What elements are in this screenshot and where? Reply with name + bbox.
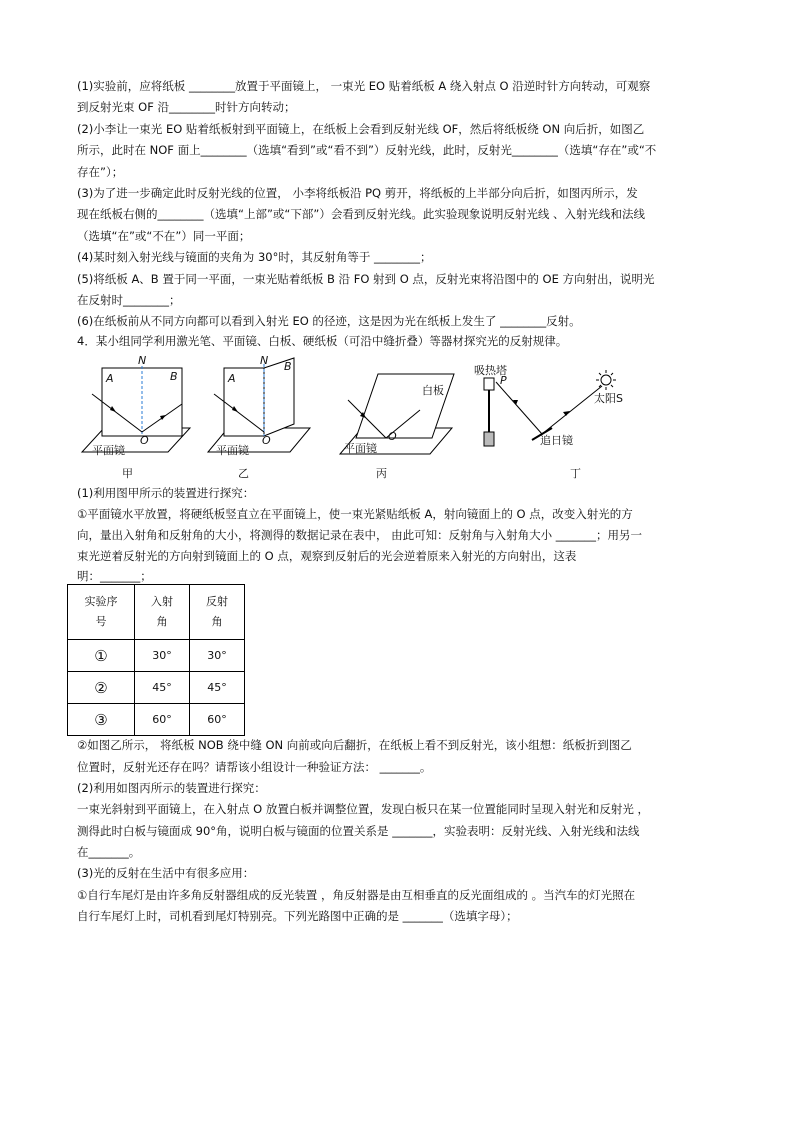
board-label: 白板 (422, 384, 444, 397)
text-line: ①自行车尾灯是由许多角反射器组成的反光装置 ，角反射器是由互相垂直的反光面组成的 。当汽车的灯光照在 (77, 888, 636, 902)
sun-ray (542, 386, 602, 434)
figure-ding (470, 360, 640, 460)
table-cell: ③ (68, 704, 135, 736)
table-row (68, 640, 245, 672)
header-text: 实验序 (84, 595, 118, 608)
tower-base (484, 432, 494, 446)
tower-label: 吸热塔 (474, 364, 507, 377)
text-line: (3)光的反射在生活中有很多应用： (77, 866, 255, 880)
text-line: (2)小李让一束光 EO 贴着纸板射到平面镜上，在纸板上会看到反射光线 OF，然后将纸板绕 ON 向后折，如图乙 (77, 122, 645, 136)
header-text: 入射 (151, 595, 173, 608)
label-o: O (262, 434, 271, 447)
heliostat-label: 追日镜 (540, 434, 573, 447)
table-cell: ① (68, 640, 135, 672)
table-cell: 45° (135, 672, 190, 704)
text-line: 自行车尾灯上时，司机看到尾灯特别亮。下列光路图中正确的是 _______（选填字母）； (77, 909, 518, 923)
label-a: A (228, 372, 236, 385)
table-cell: 60° (190, 704, 245, 736)
header-text: 号 (95, 615, 107, 628)
mirror-label: 平面镜 (344, 442, 377, 455)
tower-head (484, 378, 494, 390)
question-4-stem: 4．某小组同学利用激光笔、平面镜、白板、硬纸板（可沿中缝折叠）等器材探究光的反射规律。 (77, 334, 568, 348)
table-cell: 60° (135, 704, 190, 736)
text-line: （选填“在”或“不在”）同一平面； (77, 229, 251, 243)
label-p: P (500, 374, 507, 387)
header-text: 角 (211, 615, 223, 628)
text-line: (2)利用如图丙所示的装置进行探究： (77, 781, 266, 795)
figure-yi (206, 356, 316, 460)
figure-bing (336, 366, 458, 460)
figure-jia (78, 356, 198, 460)
text-line: 一束光斜射到平面镜上，在入射点 O 放置白板并调整位置，发现白板只在某一位置能同时呈现入射光和反射光 ， (77, 802, 650, 816)
column-header (135, 585, 190, 640)
text-line: (4)某时刻入射光线与镜面的夹角为 30°时，其反射角等于 ________； (77, 250, 432, 264)
label-b: B (284, 360, 292, 373)
experiment-table (67, 584, 245, 736)
text-line: 束光逆着反射光的方向射到镜面上的 O 点，观察到反射后的光会逆着原来入射光的方向射出，这表 (77, 549, 577, 563)
text-line: (1)实验前，应将纸板 ________放置于平面镜上， 一束光 EO 贴着纸板 A 绕入射点 O 沿逆时针方向转动，可观察 (77, 79, 651, 93)
text-line: (5)将纸板 A、B 置于同一平面，一束光贴着纸板 B 沿 FO 射到 O 点，反射光束将沿图中的 OE 方向射出，说明光 (77, 272, 655, 286)
text-line: 明：_______； (77, 569, 152, 583)
header-text: 反射 (206, 595, 228, 608)
mirror-label: 平面镜 (216, 444, 249, 457)
table-cell: 30° (190, 640, 245, 672)
text-line: 到反射光束 OF 沿________时针方向转动； (77, 100, 296, 114)
label-n: N (260, 354, 269, 367)
text-line: 在反射时________； (77, 293, 181, 307)
text-line: (1)利用图甲所示的装置进行探究： (77, 486, 255, 500)
text-line: (3)为了进一步确定此时反射光线的位置， 小李将纸板沿 PQ 剪开，将纸板的上半部分向后折，如图丙所示，发 (77, 186, 638, 200)
table-header-row (68, 585, 245, 640)
text-line: ①平面镜水平放置，将硬纸板竖直立在平面镜上，使一束光紧贴纸板 A，射向镜面上的 O 点，改变入射光的方 (77, 507, 633, 521)
text-line: 测得此时白板与镜面成 90°角，说明白板与镜面的位置关系是 _______，实验表明：反射光线、入射光线和法线 (77, 824, 640, 838)
figure-caption: 丙 (376, 467, 387, 480)
label-n: N (138, 354, 147, 367)
table-cell: 45° (190, 672, 245, 704)
label-o: O (388, 430, 397, 443)
arrow-head (563, 411, 570, 416)
figure-caption: 丁 (570, 467, 581, 480)
header-text: 角 (156, 615, 168, 628)
text-line: ②如图乙所示， 将纸板 NOB 绕中缝 ON 向前或向后翻折，在纸板上看不到反射光，该小组想：纸板折到图乙 (77, 738, 632, 752)
reflected-ray (496, 382, 542, 434)
table-cell: 30° (135, 640, 190, 672)
table-cell: ② (68, 672, 135, 704)
label-a: A (106, 372, 114, 385)
text-line: 向，量出入射角和反射角的大小，将测得的数据记录在表中， 由此可知：反射角与入射角大小 _______；用另一 (77, 528, 643, 542)
label-b: B (170, 370, 178, 383)
text-line: 在_______。 (77, 845, 141, 859)
text-line: (6)在纸板前从不同方向都可以看到入射光 EO 的径迹，这是因为光在纸板上发生了 ________反射。 (77, 314, 581, 328)
figure-caption: 甲 (122, 467, 133, 480)
sun-label: 太阳S (594, 392, 623, 405)
figure-caption: 乙 (238, 467, 249, 480)
text-line: 存在”）； (77, 165, 124, 179)
table-row (68, 704, 245, 736)
text-line: 现在纸板右侧的________（选填“上部”或“下部”）会看到反射光线。此实验现象说明反射光线 、入射光线和法线 (77, 207, 645, 221)
column-header (68, 585, 135, 640)
column-header (190, 585, 245, 640)
label-o: O (140, 434, 149, 447)
text-line: 所示，此时在 NOF 面上________（选填“看到”或“看不到”）反射光线，此时，反射光________（选填“存在”或“不 (77, 143, 657, 157)
text-line: 位置时，反射光还存在吗？请帮该小组设计一种验证方法： _______。 (77, 760, 432, 774)
sun-icon (601, 375, 611, 385)
table-row (68, 672, 245, 704)
mirror-label: 平面镜 (92, 444, 125, 457)
